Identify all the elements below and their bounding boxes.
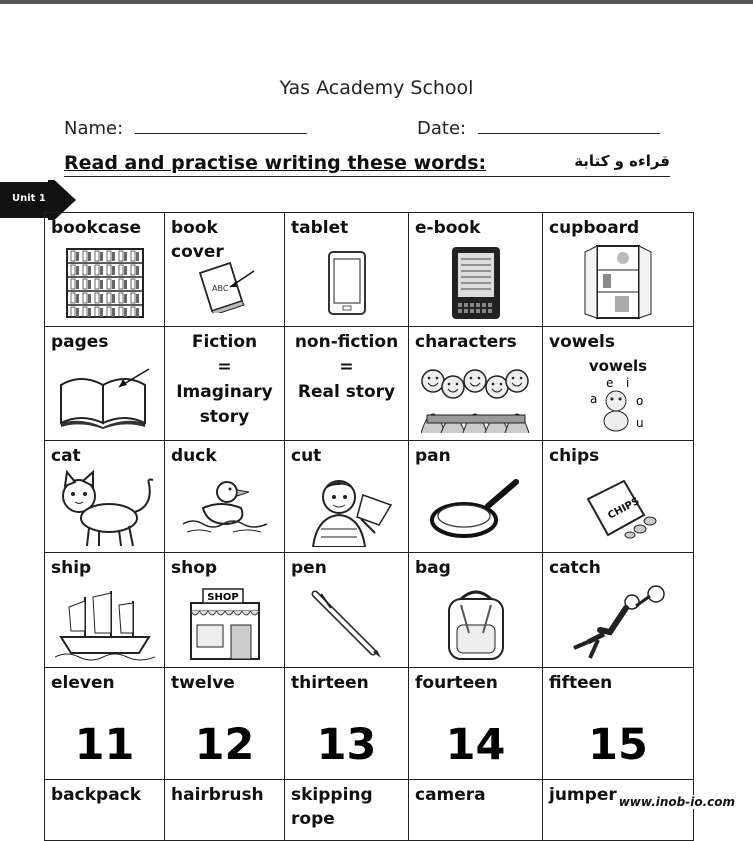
word-label: twelve bbox=[171, 673, 235, 693]
word-label: duck bbox=[171, 446, 217, 466]
svg-text:vowels: vowels bbox=[588, 357, 648, 375]
cutting-boy-icon bbox=[285, 470, 408, 548]
book-cover-icon bbox=[165, 244, 284, 322]
date-label: Date: bbox=[417, 118, 467, 139]
word-label: characters bbox=[415, 332, 517, 352]
number-label: 15 bbox=[588, 720, 648, 770]
vocabulary-table bbox=[44, 212, 694, 841]
duck-icon bbox=[165, 470, 284, 548]
word-label: cupboard bbox=[549, 218, 640, 238]
word-cell bbox=[409, 668, 543, 780]
word-cell bbox=[45, 213, 165, 327]
number-label: 14 bbox=[445, 720, 506, 770]
open-book-icon bbox=[45, 358, 164, 436]
date-field bbox=[417, 115, 660, 139]
definition-line: story bbox=[199, 407, 250, 427]
word-cell bbox=[165, 780, 285, 841]
table-row bbox=[45, 553, 694, 668]
tablet-icon bbox=[285, 244, 408, 322]
name-blank bbox=[135, 115, 307, 134]
word-cell bbox=[285, 668, 409, 780]
word-label: book cover bbox=[171, 218, 224, 262]
definition-line: Fiction bbox=[191, 332, 258, 352]
svg-text:a: a bbox=[590, 392, 598, 406]
word-label: fifteen bbox=[549, 673, 613, 693]
word-label: pen bbox=[291, 558, 327, 578]
word-label: backpack bbox=[51, 785, 142, 805]
word-cell bbox=[165, 668, 285, 780]
school-name: Yas Academy School bbox=[279, 77, 474, 99]
unit-badge-label: Unit 1 bbox=[12, 193, 46, 204]
word-cell bbox=[409, 780, 543, 841]
definition-text bbox=[285, 327, 408, 405]
word-label: ship bbox=[51, 558, 92, 578]
chips-bag-icon bbox=[543, 470, 693, 548]
word-label: skipping rope bbox=[291, 785, 373, 829]
cupboard-icon bbox=[543, 244, 693, 322]
definition-line: non-fiction bbox=[294, 332, 399, 352]
word-cell bbox=[45, 327, 165, 441]
date-blank bbox=[478, 115, 660, 134]
word-cell bbox=[45, 553, 165, 668]
cat-icon bbox=[45, 470, 164, 548]
school-bag-icon bbox=[409, 585, 542, 663]
svg-text:CHIPS: CHIPS bbox=[606, 495, 642, 522]
word-label: cut bbox=[291, 446, 322, 466]
word-label: bookcase bbox=[51, 218, 142, 238]
svg-text:i: i bbox=[626, 376, 630, 390]
word-label: jumper bbox=[549, 785, 617, 805]
svg-text:SHOP: SHOP bbox=[206, 592, 239, 603]
word-cell bbox=[165, 213, 285, 327]
word-cell bbox=[543, 213, 694, 327]
word-label: camera bbox=[415, 785, 486, 805]
word-label: e-book bbox=[415, 218, 481, 238]
word-label: catch bbox=[549, 558, 601, 578]
sailing-ship-icon bbox=[45, 585, 164, 663]
number-label: 11 bbox=[74, 720, 135, 770]
word-cell bbox=[543, 553, 694, 668]
ebook-reader-icon bbox=[409, 244, 542, 322]
word-cell bbox=[409, 441, 543, 553]
number-label: 12 bbox=[194, 720, 255, 770]
word-cell bbox=[409, 553, 543, 668]
word-cell bbox=[165, 553, 285, 668]
instruction-english: Read and practise writing these words: bbox=[64, 152, 487, 174]
goalkeeper-catch-icon bbox=[543, 585, 693, 663]
word-cell bbox=[543, 780, 694, 841]
top-border bbox=[0, 0, 753, 4]
word-label: vowels bbox=[549, 332, 615, 352]
word-cell bbox=[543, 668, 694, 780]
svg-text:o: o bbox=[636, 394, 644, 408]
frying-pan-icon bbox=[409, 470, 542, 548]
word-cell bbox=[45, 668, 165, 780]
word-cell bbox=[285, 213, 409, 327]
word-cell bbox=[165, 441, 285, 553]
name-field bbox=[64, 115, 307, 139]
definition-line: = bbox=[339, 357, 354, 377]
vowels-icon bbox=[543, 358, 693, 436]
word-cell bbox=[543, 327, 694, 441]
word-label: hairbrush bbox=[171, 785, 264, 805]
pen-icon bbox=[285, 585, 408, 663]
word-cell bbox=[45, 441, 165, 553]
word-label: thirteen bbox=[291, 673, 369, 693]
word-label: cat bbox=[51, 446, 81, 466]
table-row bbox=[45, 213, 694, 327]
definition-line: Real story bbox=[297, 382, 396, 402]
table-row bbox=[45, 441, 694, 553]
word-label: eleven bbox=[51, 673, 115, 693]
number-label: 13 bbox=[316, 720, 377, 770]
definition-line: = bbox=[217, 357, 232, 377]
svg-text:e: e bbox=[606, 376, 614, 390]
word-cell bbox=[165, 327, 285, 441]
watermark: www.inob-io.com bbox=[618, 795, 735, 809]
word-cell bbox=[285, 780, 409, 841]
table-row bbox=[45, 780, 694, 841]
table-row bbox=[45, 668, 694, 780]
word-label: pan bbox=[415, 446, 451, 466]
word-cell bbox=[543, 441, 694, 553]
word-cell bbox=[409, 327, 543, 441]
svg-text:ABC: ABC bbox=[211, 284, 228, 293]
instruction-arabic: قراءه و كتابة bbox=[574, 152, 670, 170]
word-cell bbox=[285, 441, 409, 553]
definition-text bbox=[165, 327, 284, 430]
name-label: Name: bbox=[64, 118, 124, 139]
shop-icon bbox=[165, 585, 284, 663]
word-label: tablet bbox=[291, 218, 349, 238]
word-label: bag bbox=[415, 558, 451, 578]
table-row bbox=[45, 327, 694, 441]
bookcase-icon bbox=[45, 244, 164, 322]
word-label: pages bbox=[51, 332, 109, 352]
word-cell bbox=[409, 213, 543, 327]
word-cell bbox=[285, 327, 409, 441]
instruction-line bbox=[64, 152, 670, 177]
word-cell bbox=[45, 780, 165, 841]
definition-line: Imaginary bbox=[176, 382, 273, 402]
word-cell bbox=[285, 553, 409, 668]
word-label: chips bbox=[549, 446, 600, 466]
word-label: fourteen bbox=[415, 673, 498, 693]
svg-text:u: u bbox=[636, 416, 644, 430]
characters-group-icon bbox=[409, 358, 542, 436]
word-label: shop bbox=[171, 558, 218, 578]
